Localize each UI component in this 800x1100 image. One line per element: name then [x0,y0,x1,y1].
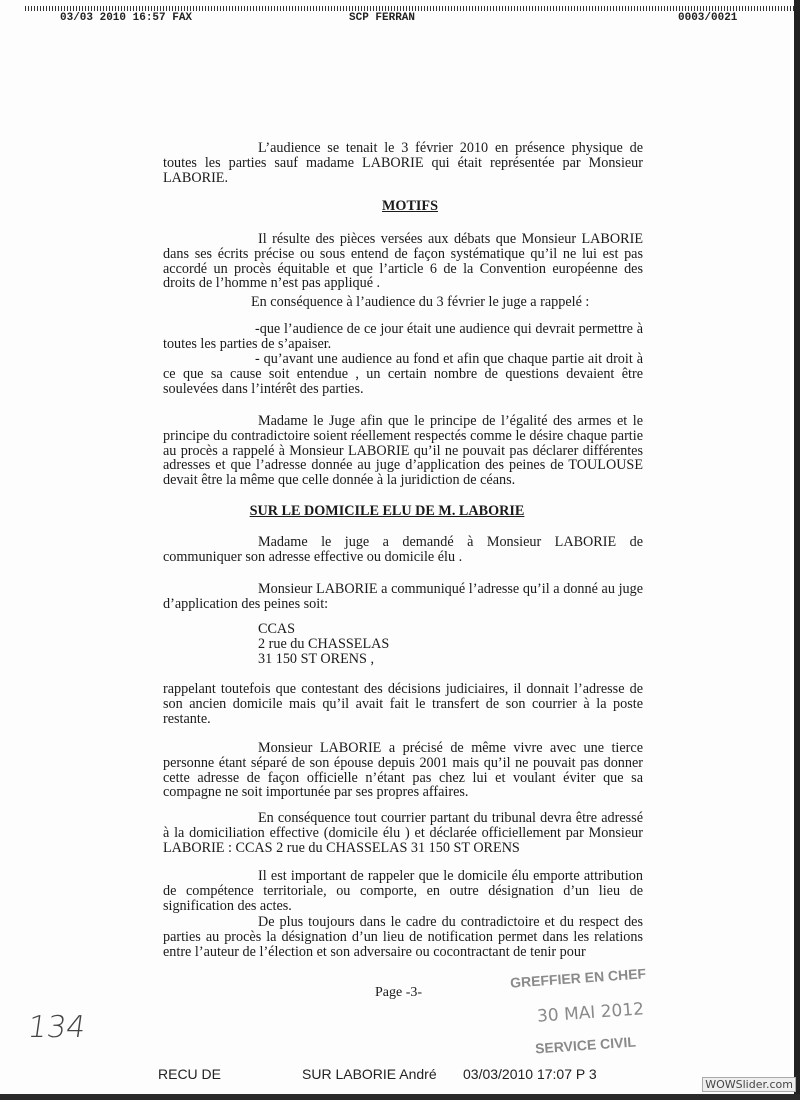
paragraph-apaiser: -que l’audience de ce jour était une audience qui devrait permettre à toutes les parties de s’apaiser. [163,321,643,352]
footer-datetime: 03/03/2010 17:07 P 3 [463,1066,597,1082]
paragraph-contradictoire: De plus toujours dans le cadre du contradictoire et du respect des parties au procès la désignation d’un lieu de notification permet dans les relations entre l’auteur de l’élection et son adversaire ou cocontractant de tenir pour [163,914,643,960]
paragraph-courrier: En conséquence tout courrier partant du tribunal devra être adressé à la domiciliation effective (domicile élu ) et déclarée officiellement par Monsieur LABORIE : CCAS 2 rue du CHASSELAS 31 150 ST ORENS [163,810,643,856]
fax-datetime: 03/03 2010 16:57 FAX [60,12,193,24]
address-line-3: 31 150 ST ORENS , [258,651,375,667]
scan-border-right [794,0,800,1100]
stamp-greffier: GREFFIER EN CHEF [509,965,647,991]
address-line-1: CCAS [258,621,296,637]
address-line-2: 2 rue du CHASSELAS [258,636,390,652]
fax-barcode-strip [25,6,795,11]
footer-recu: RECU DE [158,1066,222,1082]
fax-header [0,0,800,34]
handwritten-number: 134 [25,1010,88,1045]
watermark: WOWSlider.com [702,1077,796,1092]
paragraph-rappelant: rappelant toutefois que contestant des décisions judiciaires, il donnait l’adresse de son ancien domicile mais qu’il avait fait le transfert de son courrier à la poste restante. [163,681,643,727]
fax-sender: SCP FERRAN [349,12,416,24]
stamp-date: 30 MAI 2012 [536,999,645,1027]
paragraph-motifs: Il résulte des pièces versées aux débats que Monsieur LABORIE dans ses écrits précise ou sous entend de façon systématique qu’il ne lui est pas accordé un procès équitable et que l’article 6 de la Convention européenne des droits de l’homme n’est pas appliqué . [163,231,643,292]
paragraph-egalite: Madame le Juge afin que le principe de l’égalité des armes et le principe du contradictoire soient réellement respectés comme le désire chaque partie au procès a rappelé à Monsieur LABORIE qu’il ne pouvait pas déclarer différentes adresses et que l’adresse donnée au juge d’application des peines de TOULOUSE devait être la même que celle donnée à la juridiction de céans. [163,413,643,489]
paragraph-consequence: En conséquence à l’audience du 3 février le juge a rappelé : [251,294,590,310]
footer-sender: SUR LABORIE André [302,1066,437,1082]
paragraph-audience: L’audience se tenait le 3 février 2010 en présence physique de toutes les parties sauf madame LABORIE qui était représentée par Monsieur LABORIE. [163,140,643,186]
page-number: Page -3- [375,985,423,1000]
scan-border-bottom [0,1094,800,1100]
stamp-service: SERVICE CIVIL [534,1033,637,1057]
heading-motifs: MOTIFS [382,198,438,214]
paragraph-questions: - qu’avant une audience au fond et afin que chaque partie ait droit à ce que sa cause soit entendue , un certain nombre de questions devaient être soulevées dans l’intérêt des parties. [163,351,643,397]
paragraph-domicile-elu: Il est important de rappeler que le domicile élu emporte attribution de compétence territoriale, ou comporte, en outre désignation d’un lieu de signification des actes. [163,868,643,914]
fax-page-count: 0003/0021 [678,12,738,24]
heading-domicile: SUR LE DOMICILE ELU DE M. LABORIE [249,503,525,519]
paragraph-communique: Monsieur LABORIE a communiqué l’adresse qu’il a donné au juge d’application des peines soit: [163,581,643,612]
paragraph-demande: Madame le juge a demandé à Monsieur LABORIE de communiquer son adresse effective ou domicile élu . [163,534,643,565]
paragraph-tierce-personne: Monsieur LABORIE a précisé de même vivre avec une tierce personne étant séparé de son épouse depuis 2001 mais qu’il ne pouvait pas donner cette adresse de façon officielle n’étant pas chez lui et voulant éviter que sa compagne ne soit importunée par ses propres affaires. [163,740,643,801]
